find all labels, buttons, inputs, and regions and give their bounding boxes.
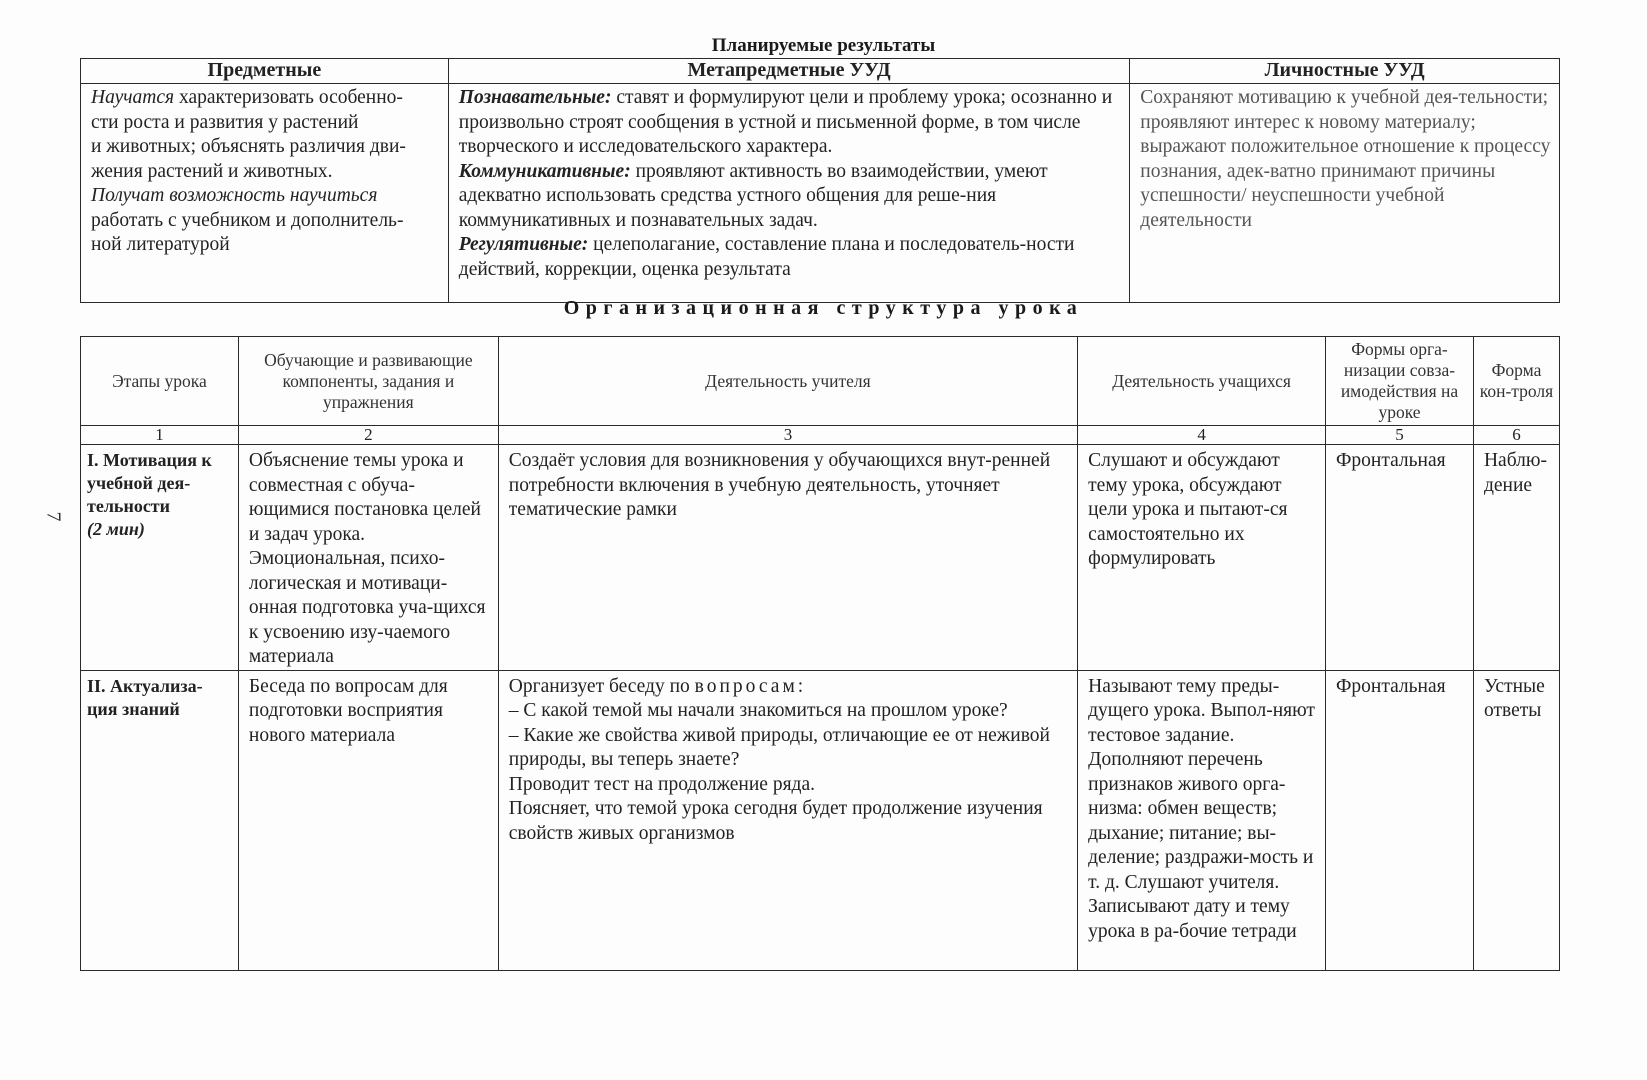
header-students: Деятельность учащихся bbox=[1078, 337, 1326, 426]
subject-text-4: жения растений и животных. bbox=[91, 160, 333, 182]
stage-cell bbox=[81, 445, 239, 671]
teacher-line: – Какие же свойства живой природы, отличающие ее от неживой природы, вы теперь знаете? bbox=[508, 724, 1050, 770]
components-cell: Беседа по вопросам для подготовки восприятия нового материала bbox=[238, 670, 498, 970]
table-row bbox=[81, 445, 1560, 671]
teacher-line: Поясняет, что темой урока сегодня будет продолжение изучения свойств живых организмов bbox=[508, 798, 1043, 844]
subject-text-2: сти роста и развития у растений bbox=[91, 111, 359, 133]
stage-cell: II. Актуализа-ция знаний bbox=[81, 670, 239, 970]
regulatory-label: Регулятивные: bbox=[458, 234, 589, 255]
teacher-activity-cell: Создаёт условия для возникновения у обучающихся внут-ренней потребности включения в учебную деятельность, уточняет тематические рамки bbox=[498, 445, 1077, 671]
subject-results-cell bbox=[81, 84, 449, 303]
planned-results-table bbox=[80, 58, 1560, 303]
column-number: 6 bbox=[1473, 426, 1559, 445]
table-row bbox=[81, 670, 1560, 970]
teacher-activity-cell bbox=[498, 670, 1077, 970]
cognitive-label: Познавательные: bbox=[458, 87, 612, 108]
results-body-row bbox=[81, 84, 1560, 303]
subject-learn-label: Научатся bbox=[91, 87, 175, 108]
regulatory-text: целеполагание, составление плана и последователь-ности действий, коррекции, оценка результата bbox=[458, 234, 1075, 280]
meta-results-cell bbox=[448, 84, 1130, 303]
header-subject: Предметные bbox=[81, 59, 449, 84]
control-form-cell: Устные ответы bbox=[1473, 670, 1559, 970]
column-number-row bbox=[81, 426, 1560, 445]
results-header-row bbox=[81, 59, 1560, 84]
planned-results-title: Планируемые результаты bbox=[711, 35, 936, 56]
student-activity-cell: Называют тему преды-дущего урока. Выпол-няют тестовое задание. Дополняют перечень признаков живого орга-низма: обмен веществ; дыхание; питание; вы-деление; раздражи-мость и т. д. Слушают учителя. Записывают дату и тему урока в ра-бочие тетради bbox=[1078, 670, 1326, 970]
subject-text-3: и животных; объяснять различия дви- bbox=[91, 136, 406, 157]
teacher-line: Проводит тест на продолжение ряда. bbox=[508, 773, 816, 795]
header-teacher: Деятельность учителя bbox=[498, 337, 1077, 426]
header-personal: Личностные УУД bbox=[1130, 59, 1560, 84]
structure-title: Организационная структура урока bbox=[563, 297, 1084, 319]
control-form-cell: Наблю-дение bbox=[1473, 445, 1559, 671]
subject-text-6: работать с учебником и дополнитель- bbox=[91, 209, 404, 231]
column-number: 1 bbox=[81, 426, 239, 445]
interaction-form-cell: Фронтальная bbox=[1326, 445, 1474, 671]
header-stages: Этапы урока bbox=[81, 337, 239, 426]
cognitive-text: ставят и формулируют цели и проблему урока; осознанно и произвольно строят сообщения в устной и письменной форме, в том числе творческого и исследовательского характера. bbox=[458, 87, 1113, 157]
subject-text-1: характеризовать особенно- bbox=[174, 87, 403, 108]
communicative-label: Коммуникативные: bbox=[458, 160, 631, 182]
interaction-form-cell: Фронтальная bbox=[1326, 670, 1474, 970]
header-components: Обучающие и развивающие компоненты, задания и упражнения bbox=[238, 337, 498, 426]
personal-results-cell: Сохраняют мотивацию к учебной дея-тельности; проявляют интерес к новому материалу; выражают положительное отношение к процессу познания, адек-ватно принимают причины успешности/ неуспешности учебной деятельности bbox=[1130, 84, 1560, 303]
header-control: Форма кон-троля bbox=[1473, 337, 1559, 426]
column-number: 4 bbox=[1078, 426, 1326, 445]
components-cell: Объяснение темы урока и совместная с обуча-ющимися постановка целей и задач урока. Эмоциональная, психо-логическая и мотиваци-онная подготовка уча-щихся к усвоению изу-чаемого материала bbox=[238, 445, 498, 671]
page-number: 7 bbox=[42, 511, 65, 522]
communicative-text: проявляют активность во взаимодействии, умеют адекватно использовать средства устного общения для реше-ния коммуникативных и познавательных задач. bbox=[458, 160, 1048, 231]
stage-time: (2 мин) bbox=[87, 519, 145, 539]
structure-header-row bbox=[81, 337, 1560, 426]
column-number: 5 bbox=[1326, 426, 1474, 445]
subject-opportunity-label: Получат возможность научиться bbox=[91, 185, 378, 206]
column-number: 3 bbox=[498, 426, 1077, 445]
stage-title: I. Мотивация к учебной дея-тельности bbox=[87, 450, 212, 516]
teacher-intro-spaced: вопросам: bbox=[694, 675, 807, 697]
header-meta: Метапредметные УУД bbox=[448, 59, 1130, 84]
column-number: 2 bbox=[238, 426, 498, 445]
lesson-structure-table bbox=[80, 336, 1560, 971]
subject-text-7: ной литературой bbox=[91, 234, 230, 255]
teacher-intro: Организует беседу по bbox=[508, 675, 695, 697]
header-forms: Формы орга-низации совза-имодействия на уроке bbox=[1326, 337, 1474, 426]
student-activity-cell: Слушают и обсуждают тему урока, обсуждают цели урока и пытают-ся самостоятельно их формулировать bbox=[1078, 445, 1326, 671]
teacher-line: – С какой темой мы начали знакомиться на прошлом уроке? bbox=[508, 700, 1008, 721]
